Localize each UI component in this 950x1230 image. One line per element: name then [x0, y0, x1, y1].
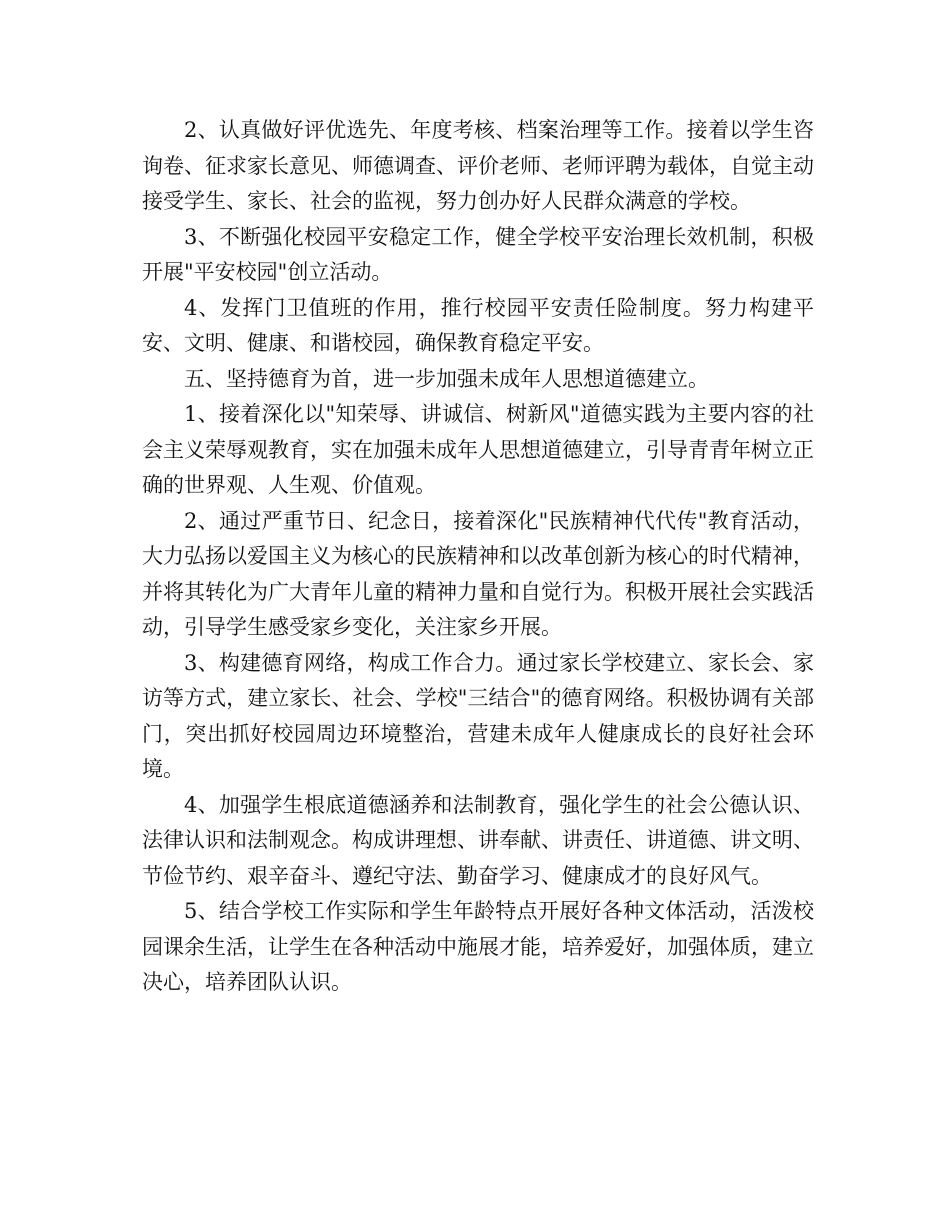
paragraph-campus-safety: 3、不断强化校园平安稳定工作，健全学校平安治理长效机制，积极开展"平安校园"创立活动。 [142, 224, 814, 284]
paragraph-evaluation-work: 2、认真做好评优选先、年度考核、档案治理等工作。接着以学生咨询卷、征求家长意见、师德调查、评价老师、老师评聘为载体，自觉主动接受学生、家长、社会的监视，努力创办好人民群众满意的学校。 [142, 118, 814, 213]
paragraph-cultural-activities: 5、结合学校工作实际和学生年龄特点开展好各种文体活动，活泼校园课余生活，让学生在各种活动中施展才能，培养爱好，加强体质，建立决心，培养团队认识。 [142, 899, 814, 994]
section-heading-moral-education: 五、坚持德育为首，进一步加强未成年人思想道德建立。 [184, 366, 709, 391]
paragraph-moral-network: 3、构建德育网络，构成工作合力。通过家长学校建立、家长会、家访等方式，建立家长、社会、学校"三结合"的德育网络。积极协调有关部门，突出抓好校园周边环境整治，营建未成年人健康成长的良好社会环境。 [142, 650, 814, 781]
paragraph-honor-education: 1、接着深化以"知荣辱、讲诚信、树新风"道德实践为主要内容的社会主义荣辱观教育，实在加强未成年人思想道德建立，引导青青年树立正确的世界观、人生观、价值观。 [142, 402, 814, 497]
paragraph-legal-education: 4、加强学生根底道德涵养和法制教育，强化学生的社会公德认识、法律认识和法制观念。构成讲理想、讲奉献、讲责任、讲道德、讲文明、节俭节约、艰辛奋斗、遵纪守法、勤奋学习、健康成才的良好风气。 [142, 792, 814, 888]
paragraph-national-spirit: 2、通过严重节日、纪念日，接着深化"民族精神代代传"教育活动，大力弘扬以爱国主义为核心的民族精神和以改革创新为核心的时代精神，并将其转化为广大青年儿童的精神力量和自觉行为。积极开展社会实践活动，引导学生感受家乡变化，关注家乡开展。 [142, 508, 814, 639]
document-body [142, 113, 814, 1001]
paragraph-guard-duty: 4、发挥门卫值班的作用，推行校园平安责任险制度。努力构建平安、文明、健康、和谐校园，确保教育稳定平安。 [142, 295, 814, 355]
